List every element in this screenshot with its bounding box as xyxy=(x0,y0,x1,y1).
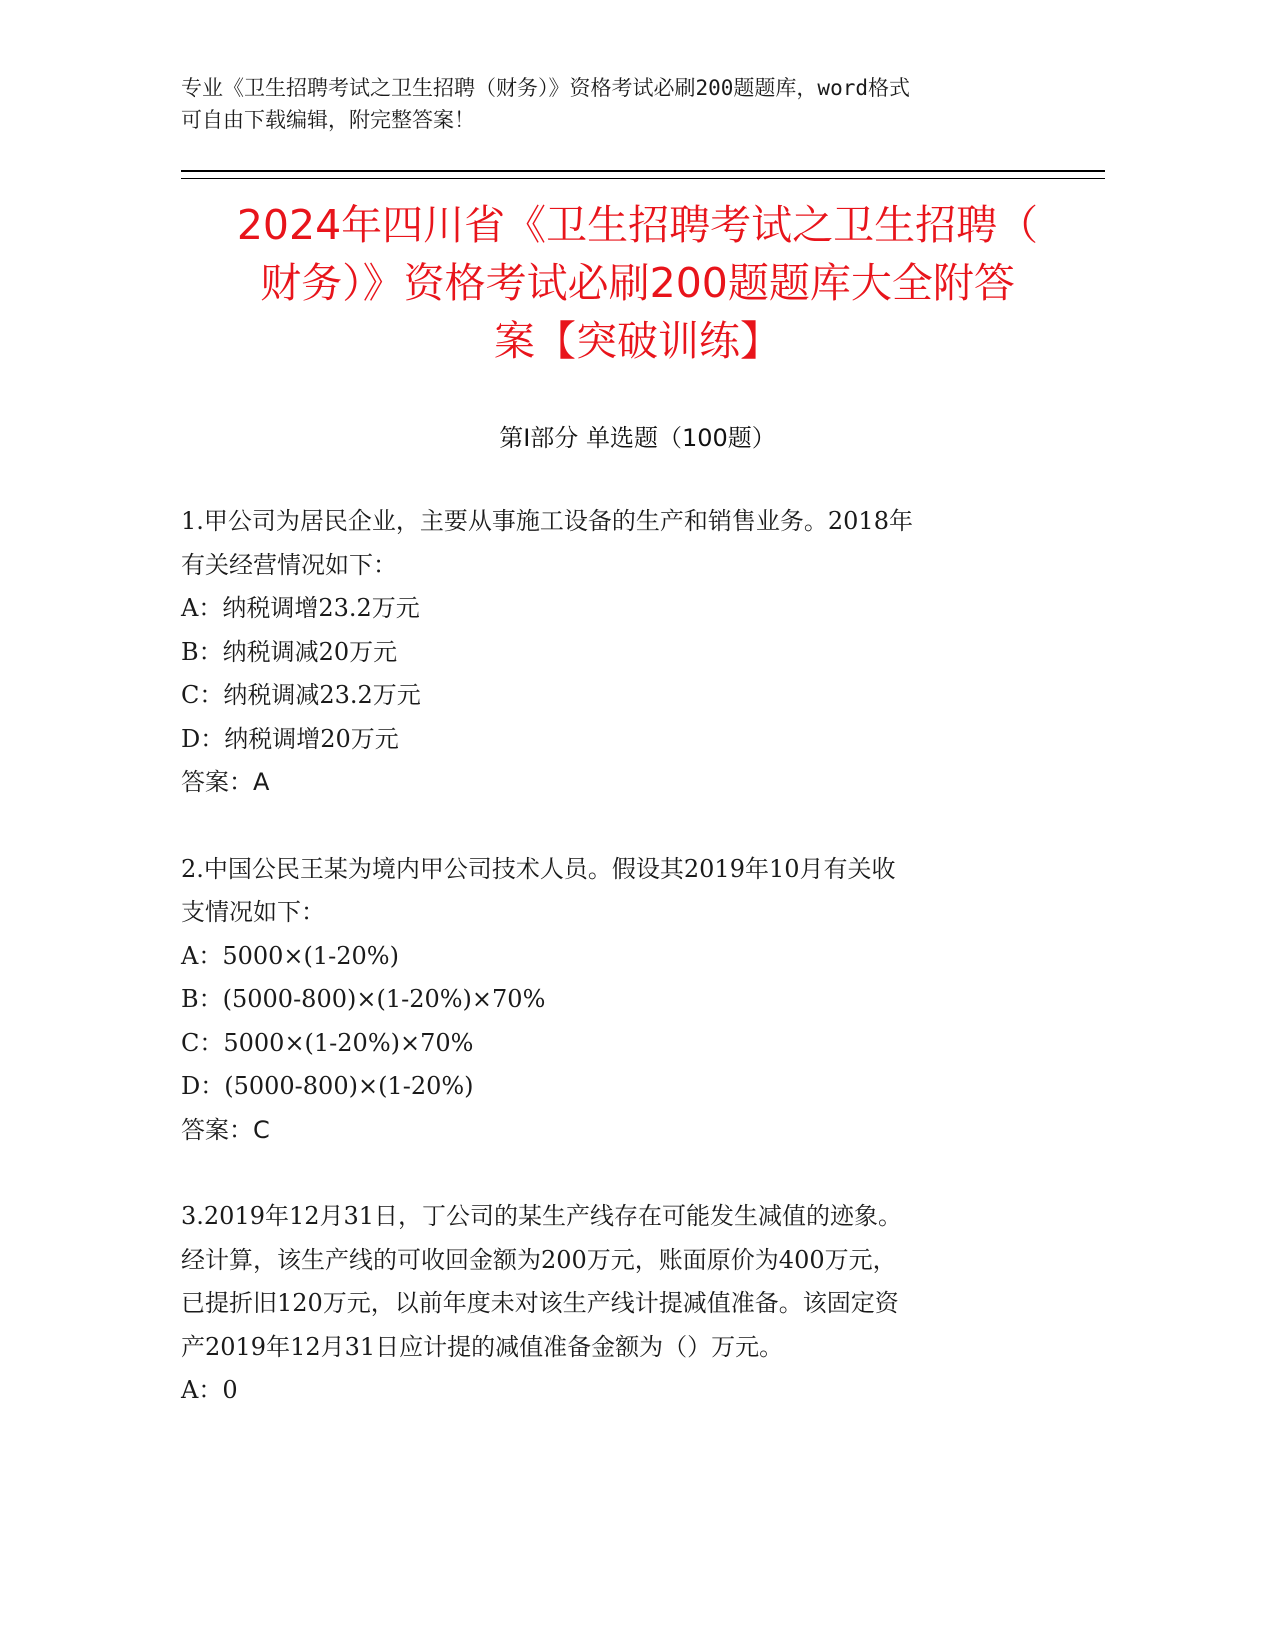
section-heading: 第I部分 单选题（100题） xyxy=(499,424,776,452)
question-stem-line: 2.中国公民王某为境内甲公司技术人员。假设其2019年10月有关收 xyxy=(181,854,896,883)
question-stem-line: 已提折旧120万元，以前年度未对该生产线计提减值准备。该固定资 xyxy=(181,1289,899,1317)
question-stem-line: 经计算，该生产线的可收回金额为200万元，账面原价为400万元， xyxy=(181,1245,897,1274)
option-a: A：纳税调增23.2万元 xyxy=(181,594,420,622)
header-note xyxy=(181,72,1061,136)
question-list xyxy=(181,500,1081,1456)
option-c: C：5000×(1-20%)×70% xyxy=(181,1028,474,1057)
option-b: B：(5000-800)×(1-20%)×70% xyxy=(181,985,546,1013)
option-a: A：5000×(1-20%) xyxy=(181,941,399,970)
question-1 xyxy=(181,500,1081,805)
title-line: 案【突破训练】 xyxy=(494,317,781,365)
option-d: D：(5000-800)×(1-20%) xyxy=(181,1072,474,1100)
option-d: D：纳税调增20万元 xyxy=(181,724,399,753)
document-title xyxy=(150,196,1125,370)
option-c: C：纳税调减23.2万元 xyxy=(181,681,421,709)
header-divider-thick xyxy=(181,170,1105,172)
title-line: 财务）》资格考试必刷200题题库大全附答 xyxy=(260,259,1015,307)
option-b: B：纳税调减20万元 xyxy=(181,637,398,666)
question-stem-line: 3.2019年12月31日，丁公司的某生产线存在可能发生减值的迹象。 xyxy=(181,1202,903,1230)
answer-line: 答案：C xyxy=(181,1115,270,1144)
question-3 xyxy=(181,1195,1081,1413)
question-2 xyxy=(181,848,1081,1153)
question-stem-line: 1.甲公司为居民企业，主要从事施工设备的生产和销售业务。2018年 xyxy=(181,507,913,535)
answer-line: 答案：A xyxy=(181,768,270,796)
option-a: A：0 xyxy=(181,1376,238,1404)
question-stem-line: 支情况如下： xyxy=(181,898,325,926)
title-line: 2024年四川省《卫生招聘考试之卫生招聘（ xyxy=(236,201,1039,249)
question-stem-line: 有关经营情况如下： xyxy=(181,550,397,579)
header-note-line: 可自由下载编辑，附完整答案！ xyxy=(181,108,475,132)
question-stem-line: 产2019年12月31日应计提的减值准备金额为（）万元。 xyxy=(181,1332,784,1361)
header-divider-thin xyxy=(181,178,1105,179)
header-note-line: 专业《卫生招聘考试之卫生招聘（财务）》资格考试必刷200题题库，word格式 xyxy=(181,76,910,100)
